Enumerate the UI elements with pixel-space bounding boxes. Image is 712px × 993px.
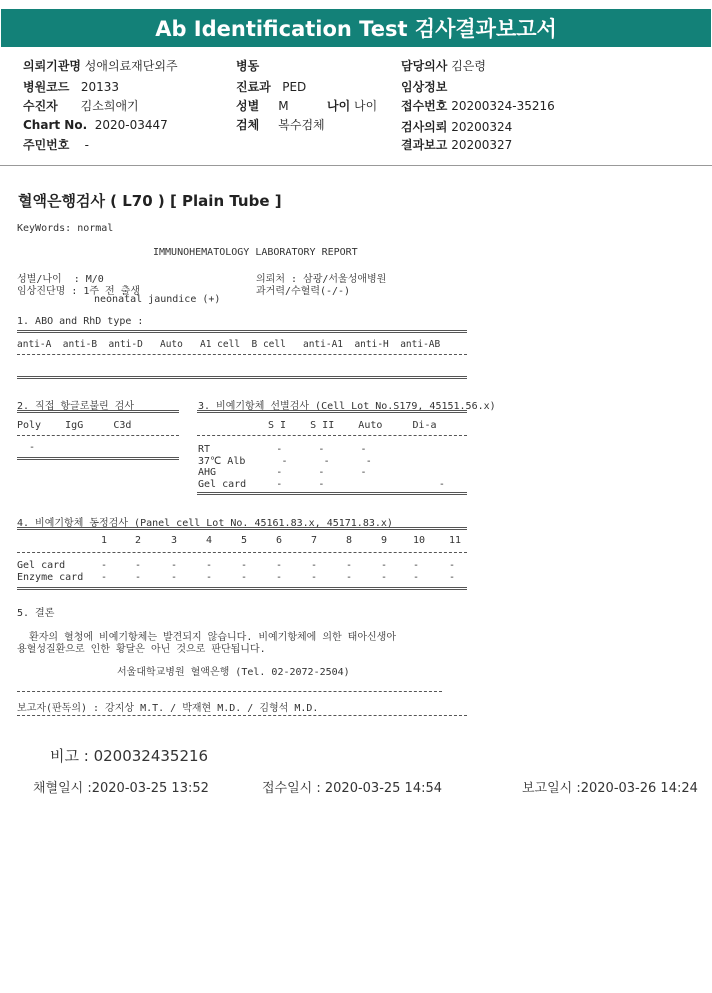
info-dept: 진료과 PED	[236, 80, 307, 94]
rule	[17, 457, 179, 460]
panel-result: -	[311, 560, 318, 571]
panel-cell-number: 9	[381, 535, 388, 546]
panel-result: -	[276, 572, 283, 583]
section-2-title: 2. 직접 항글로불린 검사	[17, 401, 135, 412]
panel-enzyme-label: Enzyme card	[17, 572, 84, 583]
info-resident-no: 주민번호 -	[23, 138, 89, 152]
rule	[17, 435, 179, 436]
panel-result: -	[449, 560, 456, 571]
keywords: KeyWords: normal	[17, 223, 114, 234]
screen-rt: RT - - -	[198, 444, 367, 455]
panel-cell-number: 7	[311, 535, 318, 546]
panel-result: -	[241, 560, 248, 571]
abo-header: anti-A anti-B anti-D Auto A1 cell B cell anti-A1 anti-H anti-AB	[17, 339, 441, 350]
info-hospital-code: 병원코드 20133	[23, 80, 120, 94]
dat-values: -	[17, 442, 36, 453]
report-header	[1, 9, 711, 47]
reporter: 보고자(판독의) : 강지상 M.T. / 박재현 M.D. / 김형석 M.D.	[17, 703, 319, 714]
panel-cell-number: 5	[241, 535, 248, 546]
panel-result: -	[346, 572, 353, 583]
panel-cell-number: 10	[413, 535, 426, 546]
hospital-contact: 서울대학교병원 혈액은행 (Tel. 02-2072-2504)	[117, 667, 350, 678]
footer-collect-time: 채혈일시 :2020-03-25 13:52	[33, 781, 209, 796]
report-title: Ab Identification Test 검사결과보고서	[155, 17, 557, 41]
rule	[17, 330, 467, 333]
rule	[17, 715, 467, 716]
panel-result: -	[135, 560, 142, 571]
panel-result: -	[206, 572, 213, 583]
rule	[17, 410, 179, 413]
screen-header: S I S II Auto Di-a	[268, 420, 437, 431]
panel-gel-label: Gel card	[17, 560, 66, 571]
panel-cell-number: 3	[171, 535, 178, 546]
panel-cell-number: 6	[276, 535, 283, 546]
panel-result: -	[101, 560, 108, 571]
info-chart: Chart No. 2020-03447	[23, 118, 168, 132]
panel-result: -	[311, 572, 318, 583]
patient-sex-age: 성별/나이 : M/0	[17, 274, 104, 285]
info-accession: 접수번호 20200324-35216	[401, 99, 555, 113]
info-age: 나이 나이	[327, 99, 378, 113]
panel-result: -	[413, 572, 420, 583]
panel-result: -	[413, 560, 420, 571]
info-ward: 병동	[236, 59, 260, 73]
rule	[197, 410, 467, 413]
info-specimen: 검체 복수검체	[236, 118, 325, 132]
rule	[17, 552, 467, 553]
panel-result: -	[381, 572, 388, 583]
rule	[17, 354, 467, 355]
panel-result: -	[449, 572, 456, 583]
rule	[17, 376, 467, 379]
conclusion-line-1: 환자의 혈청에 비예기항체는 발견되지 않습니다. 비예기항체에 의한 태아신생아	[17, 632, 396, 643]
panel-cell-number: 11	[449, 535, 462, 546]
rule	[17, 691, 442, 692]
panel-cell-number: 1	[101, 535, 108, 546]
section-1-title: 1. ABO and RhD type :	[17, 316, 144, 327]
rule	[197, 435, 467, 436]
info-report-date: 결과보고 20200327	[401, 138, 513, 152]
panel-cell-number: 4	[206, 535, 213, 546]
panel-cell-number: 8	[346, 535, 353, 546]
rule	[17, 527, 467, 530]
section-3-title: 3. 비예기항체 선별검사 (Cell Lot No.S179, 45151.56.x)	[198, 401, 496, 412]
diagnosis-detail: neonatal jaundice (+)	[94, 294, 221, 305]
section-5-title: 5. 결론	[17, 608, 55, 619]
info-clinical: 임상정보	[401, 80, 448, 94]
info-request-date: 검사의뢰 20200324	[401, 120, 513, 134]
info-patient: 수진자 김소희애기	[23, 99, 139, 113]
conclusion-line-2: 용혈성질환으로 인한 황달은 아닌 것으로 판단됩니다.	[17, 644, 266, 655]
panel-result: -	[171, 572, 178, 583]
screen-37: 37℃ Alb - - -	[198, 456, 372, 467]
dat-header: Poly IgG C3d	[17, 420, 132, 431]
panel-result: -	[171, 560, 178, 571]
footer-note: 비고 : 020032435216	[50, 747, 209, 765]
footer-receive-time: 접수일시 : 2020-03-25 14:54	[262, 781, 443, 796]
screen-ahg: AHG - - -	[198, 467, 367, 478]
lab-title: IMMUNOHEMATOLOGY LABORATORY REPORT	[153, 247, 358, 258]
panel-result: -	[135, 572, 142, 583]
screen-gel: Gel card - - -	[198, 479, 445, 490]
panel-result: -	[346, 560, 353, 571]
info-doctor: 담당의사 김은령	[401, 59, 486, 73]
footer-report-time: 보고일시 :2020-03-26 14:24	[522, 781, 698, 796]
section-title: 혈액은행검사 ( L70 ) [ Plain Tube ]	[18, 192, 282, 210]
info-sex: 성별 M	[236, 99, 289, 113]
panel-result: -	[206, 560, 213, 571]
rule	[197, 492, 467, 495]
panel-result: -	[101, 572, 108, 583]
panel-result: -	[276, 560, 283, 571]
section-4-title: 4. 비예기항체 동정검사 (Panel cell Lot No. 45161.83.x, 45171.83.x)	[17, 518, 393, 529]
diagnosis: 임상진단명 : 1주 전 출생	[17, 286, 141, 297]
panel-cell-number: 2	[135, 535, 142, 546]
rule	[17, 587, 467, 590]
info-org: 의뢰기관명 성애의료재단외주	[23, 59, 178, 73]
divider	[0, 165, 712, 166]
panel-result: -	[381, 560, 388, 571]
history: 과거력/수혈력(-/-)	[256, 286, 351, 297]
referral: 의뢰처 : 삼광/서울성애병원	[256, 274, 387, 285]
panel-result: -	[241, 572, 248, 583]
